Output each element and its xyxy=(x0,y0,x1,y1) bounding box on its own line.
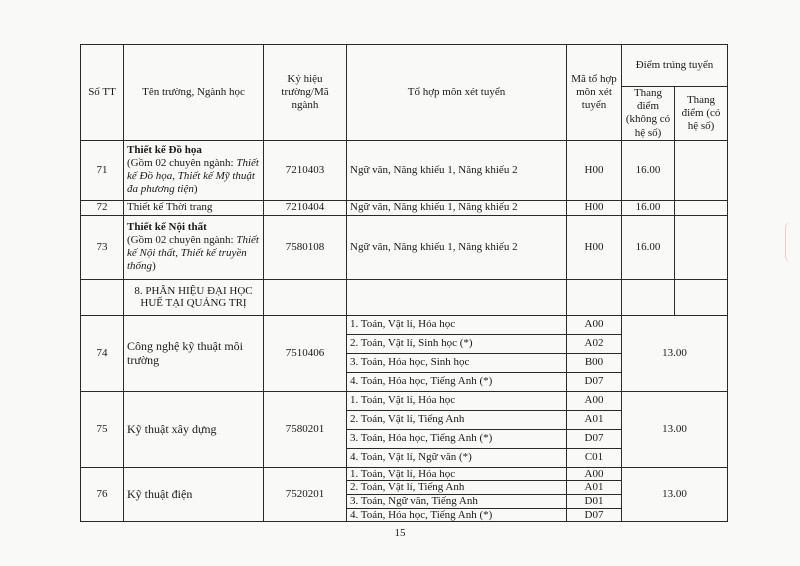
major-note-end: ) xyxy=(193,183,198,196)
major-name: Thiết kế Đồ họa xyxy=(127,143,202,156)
row-combo: 1. Toán, Vật lí, Hóa học xyxy=(347,467,567,481)
major-note-specializations: Thiết kế Nội thất, Thiết kế truyền thống xyxy=(127,234,259,273)
row-score: 16.00 xyxy=(622,200,675,215)
row-name xyxy=(124,140,264,200)
section-title: 8. PHÂN HIỆU ĐẠI HỌC HUẾ TẠI QUẢNG TRỊ xyxy=(124,279,264,315)
row-combo: 1. Toán, Vật lí, Hóa học xyxy=(347,391,567,410)
major-note xyxy=(127,157,259,195)
row-stt: 72 xyxy=(81,200,124,215)
header-school: Tên trường, Ngành học xyxy=(124,45,264,141)
section-score-coef xyxy=(675,279,728,315)
row-combo: Ngữ văn, Năng khiếu 1, Năng khiếu 2 xyxy=(347,140,567,200)
row-combo-code: A00 xyxy=(567,315,622,334)
major-note-prefix: (Gồm 02 chuyên ngành: xyxy=(127,157,234,170)
header-score-group: Điểm trúng tuyển xyxy=(622,45,728,87)
row-code: 7510406 xyxy=(264,315,347,391)
row-combo-code: C01 xyxy=(567,448,622,467)
row-stt: 71 xyxy=(81,140,124,200)
row-combo-code: A01 xyxy=(567,481,622,495)
major-name: Kỹ thuật xây dựng xyxy=(124,391,264,467)
row-score-coef xyxy=(675,140,728,200)
row-combo: 2. Toán, Vật lí, Sinh học (*) xyxy=(347,334,567,353)
section-score xyxy=(622,279,675,315)
table-row xyxy=(81,140,728,200)
section-row xyxy=(81,279,728,315)
major-name: Thiết kế Nội thất xyxy=(127,220,207,233)
header-stt: Số TT xyxy=(81,45,124,141)
row-code: 7210404 xyxy=(264,200,347,215)
major-note-specializations: Thiết kế Đồ họa, Thiết kế Mỹ thuật đa phương tiện xyxy=(127,157,259,196)
row-score: 13.00 xyxy=(622,391,728,467)
section-combo-code xyxy=(567,279,622,315)
header-code: Ký hiệu trường/Mã ngành xyxy=(264,45,347,141)
admission-score-table xyxy=(80,44,728,522)
row-combo-code: A02 xyxy=(567,334,622,353)
table-row xyxy=(81,315,728,334)
row-code: 7520201 xyxy=(264,467,347,522)
header-combo-code: Mã tổ hợp môn xét tuyển xyxy=(567,45,622,141)
header-scale-no-coef: Thang điểm (không có hệ số) xyxy=(622,87,675,141)
row-stt: 74 xyxy=(81,315,124,391)
major-name: Thiết kế Thời trang xyxy=(124,200,264,215)
row-combo-code: D07 xyxy=(567,508,622,522)
row-score-coef xyxy=(675,215,728,279)
row-combo: 1. Toán, Vật lí, Hóa học xyxy=(347,315,567,334)
table-row xyxy=(81,467,728,481)
table-row xyxy=(81,215,728,279)
major-name: Kỹ thuật điện xyxy=(124,467,264,522)
row-combo: 4. Toán, Hóa học, Tiếng Anh (*) xyxy=(347,508,567,522)
row-combo: 4. Toán, Vật lí, Ngữ văn (*) xyxy=(347,448,567,467)
table-row xyxy=(81,391,728,410)
major-note-end: ) xyxy=(152,260,156,273)
section-stt xyxy=(81,279,124,315)
row-code: 7210403 xyxy=(264,140,347,200)
row-stt: 75 xyxy=(81,391,124,467)
row-combo: Ngữ văn, Năng khiếu 1, Năng khiếu 2 xyxy=(347,215,567,279)
row-combo: 3. Toán, Hóa học, Sinh học xyxy=(347,353,567,372)
row-combo: 4. Toán, Hóa học, Tiếng Anh (*) xyxy=(347,372,567,391)
row-combo-code: A00 xyxy=(567,391,622,410)
row-code: 7580108 xyxy=(264,215,347,279)
row-combo-code: D01 xyxy=(567,495,622,509)
edge-stamp-mark xyxy=(785,222,796,262)
header-combo: Tổ hợp môn xét tuyển xyxy=(347,45,567,141)
row-combo-code: D07 xyxy=(567,372,622,391)
row-combo-code: B00 xyxy=(567,353,622,372)
row-name xyxy=(124,215,264,279)
row-combo-code: A01 xyxy=(567,410,622,429)
major-note xyxy=(127,234,259,272)
row-combo-code: H00 xyxy=(567,215,622,279)
header-scale-coef: Thang điểm (có hệ số) xyxy=(675,87,728,141)
row-score-coef xyxy=(675,200,728,215)
row-stt: 76 xyxy=(81,467,124,522)
row-combo-code: D07 xyxy=(567,429,622,448)
row-score: 16.00 xyxy=(622,215,675,279)
row-combo: 3. Toán, Ngữ văn, Tiếng Anh xyxy=(347,495,567,509)
row-code: 7580201 xyxy=(264,391,347,467)
row-combo: 2. Toán, Vật lí, Tiếng Anh xyxy=(347,410,567,429)
section-code xyxy=(264,279,347,315)
major-note-prefix: (Gồm 02 chuyên ngành: xyxy=(127,234,234,247)
row-score: 13.00 xyxy=(622,315,728,391)
row-combo: 3. Toán, Hóa học, Tiếng Anh (*) xyxy=(347,429,567,448)
row-combo-code: A00 xyxy=(567,467,622,481)
row-combo: 2. Toán, Vật lí, Tiếng Anh xyxy=(347,481,567,495)
row-combo-code: H00 xyxy=(567,140,622,200)
row-stt: 73 xyxy=(81,215,124,279)
page-number: 15 xyxy=(394,527,406,539)
row-score: 16.00 xyxy=(622,140,675,200)
row-score: 13.00 xyxy=(622,467,728,522)
major-name: Công nghệ kỹ thuật môi trường xyxy=(124,315,264,391)
row-combo-code: H00 xyxy=(567,200,622,215)
table-row xyxy=(81,200,728,215)
row-combo: Ngữ văn, Năng khiếu 1, Năng khiếu 2 xyxy=(347,200,567,215)
section-combo xyxy=(347,279,567,315)
